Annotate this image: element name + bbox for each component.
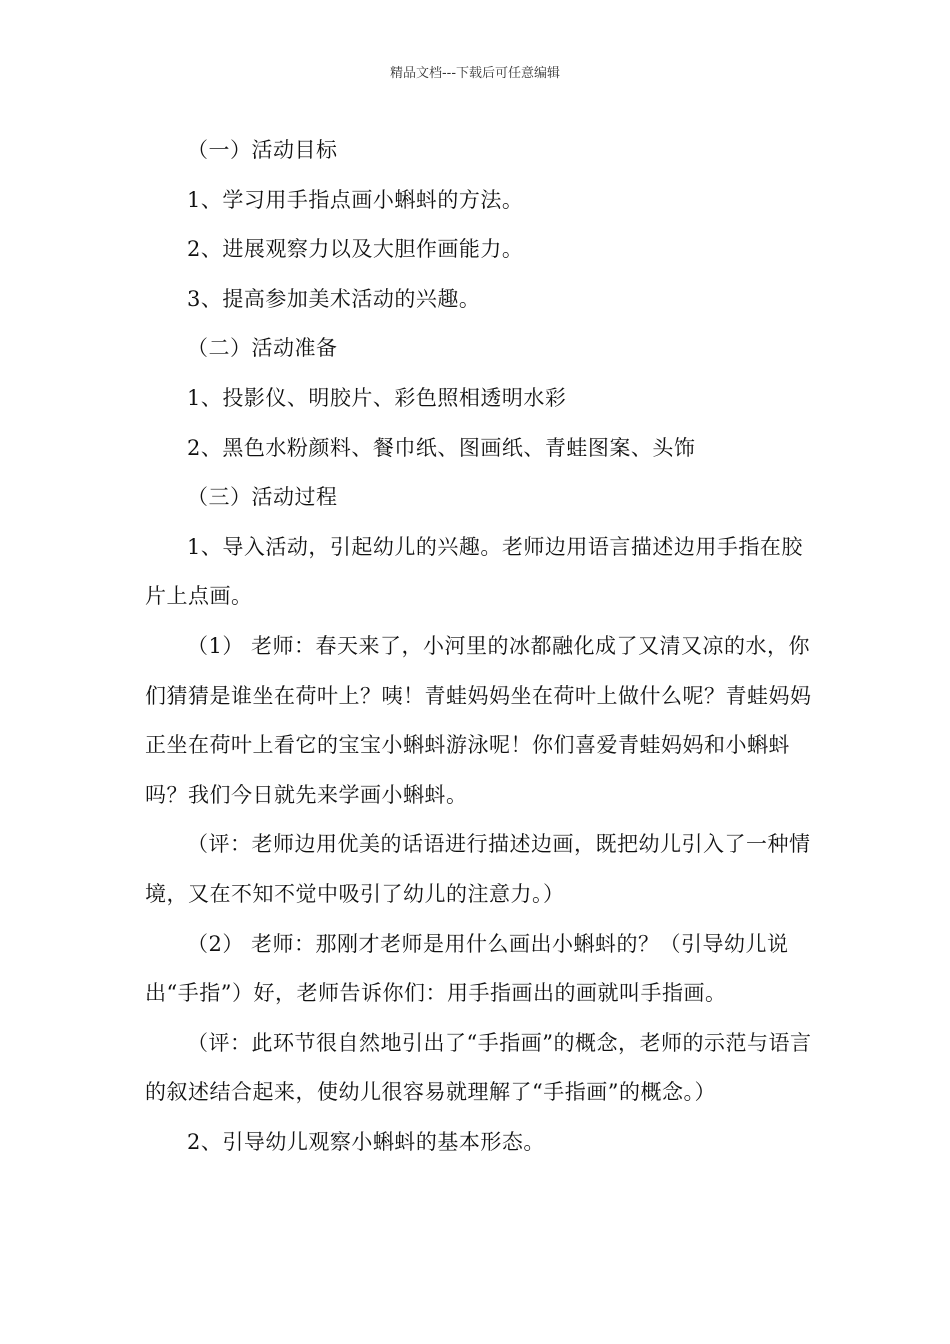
process-step-1-part-2: （2） 老师：那刚才老师是用什么画出小蝌蚪的？（引导幼儿说出“手指”）好，老师告诉你们：用手指画出的画就叫手指画。: [145, 931, 789, 1006]
comment-2: （评：此环节很自然地引出了“手指画”的概念，老师的示范与语言的叙述结合起来，使幼儿很容易就理解了“手指画”的概念。）: [145, 1030, 812, 1105]
process-step-1: 1、导入活动，引起幼儿的兴趣。老师边用语言描述边用手指在胶片上点画。: [145, 534, 803, 609]
page-header: 精品文档---下载后可任意编辑: [389, 66, 561, 81]
comment-1: （评：老师边用优美的话语进行描述边画，既把幼儿引入了一种情境，又在不知不觉中吸引了幼儿的注意力。）: [145, 832, 811, 906]
section-heading-goals: （一）活动目标: [187, 138, 338, 162]
process-step-1-part-1: （1） 老师：春天来了，小河里的冰都融化成了又清又凉的水，你们猜猜是谁坐在荷叶上？咦！青蛙妈妈坐在荷叶上做什么呢？青蛙妈妈正坐在荷叶上看它的宝宝小蝌蚪游泳呢！你们喜爱青蛙妈妈和小蝌蚪吗？我们今日就先来学画小蝌蚪。: [145, 633, 812, 807]
goal-item-2: 2、进展观察力以及大胆作画能力。: [187, 237, 524, 262]
document-body: [145, 126, 815, 1167]
section-heading-process: （三）活动过程: [187, 485, 338, 510]
preparation-item-1: 1、投影仪、明胶片、彩色照相透明水彩: [187, 385, 567, 410]
process-step-2: 2、引导幼儿观察小蝌蚪的基本形态。: [187, 1129, 545, 1154]
preparation-item-2: 2、黑色水粉颜料、餐巾纸、图画纸、青蛙图案、头饰: [187, 435, 696, 460]
section-heading-preparation: （二）活动准备: [187, 336, 338, 361]
goal-item-1: 1、学习用手指点画小蝌蚪的方法。: [187, 187, 524, 212]
goal-item-3: 3、提高参加美术活动的兴趣。: [187, 286, 481, 311]
